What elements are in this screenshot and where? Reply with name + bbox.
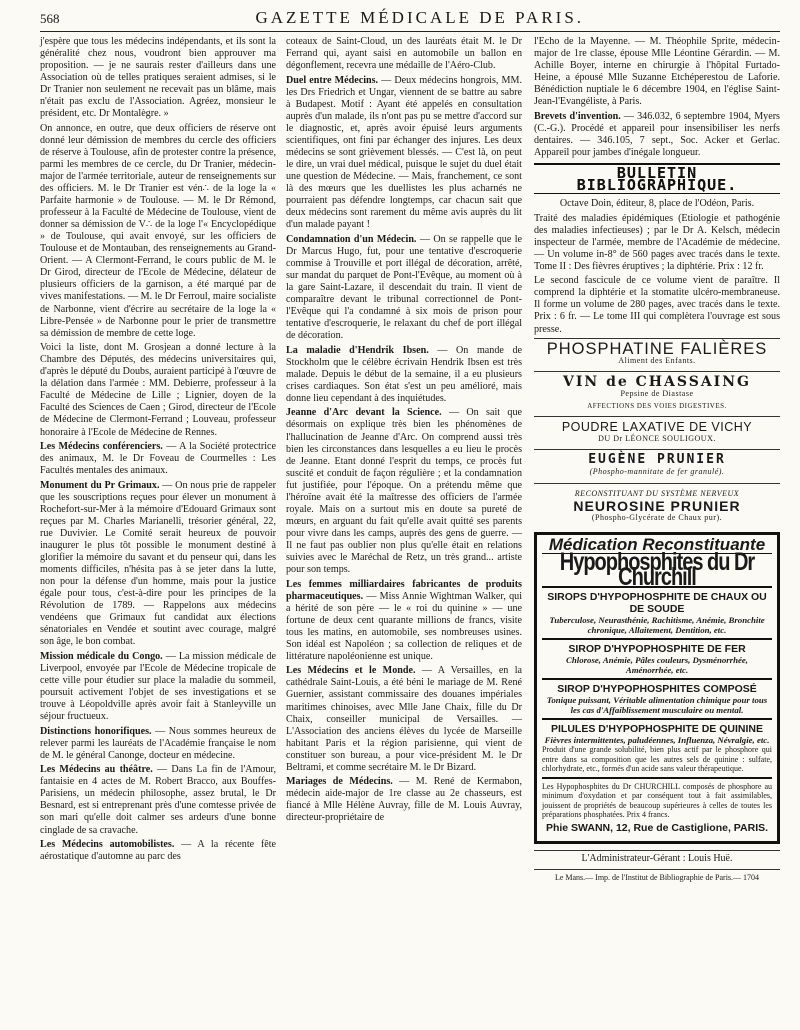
ad-vin-chassaing bbox=[534, 371, 780, 416]
ad-title: VIN de CHASSAING bbox=[563, 374, 751, 391]
administrator-signature: L'Administrateur-Gérant : Louis Huë. bbox=[534, 850, 780, 865]
pharmacy-address: Phie SWANN, 12, Rue de Castiglione, PARIS. bbox=[545, 821, 769, 834]
section-heading: PILULES D'HYPOPHOSPHITE DE QUININE bbox=[551, 722, 763, 735]
ad-churchill-name: Hypophosphites du Dr Churchill bbox=[559, 548, 755, 591]
ad-phosphatine bbox=[534, 338, 780, 371]
ad-subtitle: (Phospho-Glycérate de Chaux pur). bbox=[591, 512, 723, 522]
ad-subtitle: AFFECTIONS DES VOIES DIGESTIVES. bbox=[587, 402, 727, 411]
paragraph: Voici la liste, dont M. Grosjean a donné lecture à la Chambre des Députés, des médecins universitaires qui, d'après le député du Doubs, auraient participé à l'œuvre de la délation dans l'armée : MM. Debierre, professeur à la Faculté de Médecine de Lille ; Lignier, doyen de la Faculté des Sciences de Caen ; Girod, directeur de l'Ecole de Médecine de Clermont-Ferrand ; Louveau, professeur honoraire à l'Ecole de Médecine de Rennes. bbox=[40, 342, 276, 438]
paragraph: Jeanne d'Arc devant la Science. — On sait que désormais on explique très bien les phénomènes de l'hallucination de Jeanne d'Arc. On comprend aussi très bien les circonstances dans lesquelles a eu lieu le procès de Jeanne. Etant donné l'esprit du temps, ce procès fut suscité et conduit de façon régulière ; et la condamnation fut justifiée, pour l'époque. On a prétendu même que l'héroïne avait été la maîtresse des officiers de l'armée royale. Mais on a surtout mis en doute sa pureté de mœurs, en arguant du fait qu'elle avait quitté ses parents pour vivre dans les camps, auprès des gens de guerre. — Il ne faut pas oublier non plus qu'elle était en relations suivies avec le Maréchal de Retz, un très grand... artiste pour son temps. bbox=[286, 407, 522, 576]
ad-churchill-section bbox=[542, 718, 772, 777]
journal-title: GAZETTE MÉDICALE DE PARIS. bbox=[255, 8, 585, 27]
ad-title: POUDRE LAXATIVE DE VICHY bbox=[561, 420, 753, 435]
ad-title: NEUROSINE PRUNIER bbox=[573, 497, 741, 514]
paragraph: Monument du Pr Grimaux. — On nous prie de rappeler que les souscriptions reçues pour élever un monument à Rochefort-sur-Mer à la mémoire d'Edouard Grimaux sont reçues par M. Charles Marianelli, trésorier général, 22, rue Duvivier. Le Comité serait heureux de pouvoir inaugurer le plus tôt possible le monument destiné à glorifier la mémoire du savant et du penseur qui, dans les moments difficiles, n'hésita pas à se jeter dans la lutte, non pour la défense d'un homme, mais pour la justice égale pour tous, c'est-à-dire pour les principes de la Révolution de 1789. — Rappelons aux médecins vendéens que Grimaux fut candidat aux élections sénatoriales en Vendée et soutint avec courage, malgré son âge, le bon combat. bbox=[40, 479, 277, 648]
ad-subtitle: RECONSTITUANT DU SYSTÈME NERVEUX bbox=[574, 488, 740, 498]
paragraph: j'espère que tous les médecins indépendants, et ils sont la généralité chez nous, voudront bien approuver ma proposition. — je ne saurais rester d'ailleurs dans une Association où de telles pratiques seraient admises, si le Dr Tranier non seulement ne recevait pas un blâme, mais n'était pas exclu de l'Association. Agréez, monsieur le président, etc. Dr Montalègre. » bbox=[40, 36, 276, 120]
bulletin-description: Le second fascicule de ce volume vient de paraître. Il comprend la diphtérie et la stomatite ulcéro-membraneuse. Il forme un volume de 280 pages, avec tracés dans le texte. Prix : 6 fr. — Le tome III qui complètera l'ouvrage est sous presse. bbox=[534, 275, 780, 335]
ad-neurosine bbox=[534, 483, 780, 528]
ad-churchill-section bbox=[542, 586, 772, 638]
ad-churchill-section bbox=[542, 638, 772, 678]
paragraph: Condamnation d'un Médecin. — On se rappelle que le Dr Marcus Hugo, fut, pour une tentative d'escroquerie commise à Trouville et port illégal de décoration, arrêté, sur mandat du parquet de Pont-l'Evêque, au moment où à la gare Saint-Lazare, il descendait du train. Il vient de comparaître devant le tribunal correctionnel de Pont-l'Evêque qui l'a condamné à six mois de prison pour tentative d'escroquerie, le relaxant du chef de port illégal de décoration. bbox=[286, 233, 522, 342]
ad-subtitle: (Phospho-mannitate de fer granulé). bbox=[589, 467, 725, 477]
printer-line: Le Mans.— Imp. de l'Institut de Bibliographie de Paris.— 1704 bbox=[534, 869, 780, 884]
section-body: Produit d'une grande solubilité, bien plus actif par le phosphore qui entre dans sa composition que les autres sels de quinine : sulfate, chlorhydrate, etc., formés d'un acide sans valeur thérapeutique. bbox=[542, 745, 772, 774]
ad-churchill-top: Médication Reconstituante bbox=[542, 539, 772, 554]
paragraph: Les Médecins conférenciers. — A la Société protectrice des animaux, M. le Dr Foveau de Courmelles : Les Facultés mentales des animaux. bbox=[40, 441, 277, 477]
paragraph: Les femmes milliardaires fabricantes de produits pharmaceutiques. — Miss Annie Wightman Walker, qui a hérité de son père — le « roi du quinine » — une fortune de deux cent quarante millions de francs, visite tous les matins, en automobile, ses nombreuses usines. Son idéal est Napoléon ; sa collection de reliques et de littérature napoléonienne est unique. bbox=[286, 578, 522, 662]
paragraph: La maladie d'Hendrik Ibsen. — On mande de Stockholm que le célèbre écrivain Hendrik Ibsen est très malade. Depuis le début de la semaine, il a eu plusieurs crises cardiaques. Son état s'est un peu amélioré, mais donne lieu cependant à des inquiétudes. bbox=[286, 344, 522, 404]
ad-poudre-laxative bbox=[534, 416, 780, 449]
paragraph: On annonce, en outre, que deux officiers de réserve ont donné leur démission de membres du cercle des officiers de réserve à Toulouse, afin de protester contre la présence, parmi les membres de ce cercle, du Dr Tranier, médecin-major de l'armée territoriale, auteur de renseignements sur des officiers. M. le Dr Tranier est vén∴ de la loge la « Parfaite harmonie » de Toulouse. — M. le Dr Rémond, professeur à la Faculté de Médecine de Toulouse, vient de donner sa démission de V∴ de la loge l'« Encyclopédique » de Toulouse, qui avait envoyé, sur les officiers de Toulouse et de Montauban, des renseignements au Grand-Orient. — A Clermont-Ferrand, le cours public de M. le Dr Girod, directeur de l'Ecole de Médecine, délateur de plusieurs officiers de la garnison, a été marqué par de vives manifestations. — M. le Dr Ferroul, maire socialiste de Narbonne, vient d'écrire au secrétaire de la loge la « Libre-Pensée » de Narbonne pour le prier de transmettre sa démission de membre de cette loge. bbox=[40, 122, 276, 339]
ad-title: EUGÈNE PRUNIER bbox=[588, 452, 726, 468]
paragraph: Les Médecins et le Monde. — A Versailles, en la cathédrale Saint-Louis, a été béni le mariage de M. René Guernier, assistant commissaire des douanes impériales maritimes chinoises, avec Mlle Jane Chaix, fille du Dr Chaix, conseiller municipal de Versailles. — L'Association des anciens élèves du lycée de Marseille habitant Paris et la région parisienne, qui vient de constituer son bureau, a pour vice-président M. le Dr Beltrami, et comme secrétaire M. le Dr Bizard. bbox=[286, 665, 522, 773]
paragraph: Duel entre Médecins. — Deux médecins hongrois, MM. les Drs Friedrich et Ungar, viennent de se battre au sabre à Budapest. Motif : Ayant été appelés en consultation auprès d'un malade, ils n'ont pas pu se mettre d'accord sur le diagnostic, et, après avoir épuisé leurs arguments scientifiques, ont fini par échanger des injures. Les deux médecins se sont grièvement blessés. — C'est là, on peut le dire, un vrai duel médical, puisque le sujet du duel était une question de Médecine. — Mais, franchement, ce sont là des mœurs que les duellistes les plus acharnés ne pourraient pas défendre longtemps, car chacun sait que deux médecins sont rarement du même avis auprès du lit d'un malade payant ! bbox=[286, 74, 522, 231]
ad-eugene-prunier bbox=[534, 449, 780, 482]
paragraph: Mariages de Médecins. — M. René de Kermabon, médecin aide-major de 1re classe au 2e chasseurs, est fiancé à Mlle Hélène Auvray, fille de M. Louis Auvray, directeur-propriétaire de bbox=[286, 776, 522, 824]
ad-subtitle: DU Dr LÉONCE SOULIGOUX. bbox=[598, 434, 716, 444]
column-3 bbox=[534, 36, 780, 884]
paragraph: coteaux de Saint-Cloud, un des lauréats était M. le Dr Ferrand qui, ayant saisi en automobile un ballon en dégonflement, recevra une médaille de l'Aéro-Club. bbox=[286, 36, 522, 72]
ad-churchill-section bbox=[542, 678, 772, 718]
paragraph: Brevets d'invention. — 346.032, 6 septembre 1904, Myers (C.-G.). Procédé et appareil pour insensibiliser les nerfs dentaires. — 346.105, 7 sept., Soc. Acker et Gerlac. Appareil pour jambes d'inégale longueur. bbox=[534, 110, 780, 158]
ad-churchill-footer bbox=[542, 777, 772, 837]
ad-churchill bbox=[534, 532, 780, 844]
paragraph: Les Médecins automobilistes. — A la récente fête aérostatique d'automne au parc des bbox=[40, 839, 276, 863]
bulletin-title: BULLETIN BIBLIOGRAPHIQUE. bbox=[534, 163, 780, 194]
bulletin-book: Traité des maladies épidémiques (Etiologie et pathogénie des maladies infectieuses) ; par le Dr A. Kelsch, médecin inspecteur de l'armée, membre de l'Académie de médecine. — Un volume in-8° de 560 pages avec tracés dans le texte. Tome II : Des fièvres éruptives ; la diphtérie. Prix : 12 fr. bbox=[534, 212, 780, 272]
section-heading: SIROP D'HYPOPHOSPHITE DE FER bbox=[568, 642, 746, 655]
section-heading: SIROPS D'HYPOPHOSPHITE DE CHAUX OU DE SOUDE bbox=[547, 590, 767, 615]
section-heading: SIROP D'HYPOPHOSPHITES COMPOSÉ bbox=[557, 682, 757, 695]
section-text: Chlorose, Anémie, Pâles couleurs, Dysménorrhée, Aménorrhée, etc. bbox=[566, 654, 748, 675]
section-body: Les Hypophosphites du Dr CHURCHILL composés de phosphore au minimum d'oxydation et par conséquent tout à fait assimilables, jouissent de propriétés de beaucoup supérieures à celles de toutes les préparations phosphatées. Prix 4 francs. bbox=[542, 781, 772, 820]
paragraph: Les Médecins au théâtre. — Dans La fin de l'Amour, fantaisie en 4 actes de M. Robert Bracco, aux Bouffes-Parisiens, un médecin philosophe, assez brutal, le Dr Besnard, est si entreprenant près d'une comtesse privée de son mari qu'elle doit calmer ses ardeurs d'une bonne cinglade de sa cravache. bbox=[40, 764, 277, 836]
bulletin-publisher: Octave Doin, éditeur, 8, place de l'Odéon, Paris. bbox=[559, 198, 755, 210]
ad-title: PHOSPHATINE FALIÈRES bbox=[546, 340, 768, 359]
column-2 bbox=[286, 36, 522, 827]
page-header bbox=[40, 8, 780, 32]
ad-subtitle: Pepsine de Diastase bbox=[620, 389, 694, 399]
section-text: Fièvres intermittentes, paludéennes, Influenza, Névralgie, etc. bbox=[544, 735, 770, 746]
section-text: Tuberculose, Neurasthénie, Rachitisme, Anémie, Bronchite chronique, Allaitement, Dentition, etc. bbox=[549, 614, 765, 635]
section-text: Tonique puissant, Véritable alimentation chimique pour tous les cas d'Affaiblissement musculaire ou mental. bbox=[546, 694, 768, 715]
ad-subtitle: Aliment des Enfants. bbox=[618, 356, 696, 366]
paragraph: Distinctions honorifiques. — Nous sommes heureux de relever parmi les lauréats de l'Académie française le nom de M. le général Canonge, docteur en médecine. bbox=[40, 725, 276, 761]
page-number: 568 bbox=[40, 11, 60, 26]
paragraph: Mission médicale du Congo. — La mission médicale de Liverpool, envoyée par l'Ecole de Médecine tropicale de cette ville pour étudier sur place la maladie du sommeil, poursuit activement l'objet de ses investigations et se trouve à Léopoldville après avoir fait à Stanleyville un séjour fructueux. bbox=[40, 650, 276, 723]
column-1 bbox=[40, 36, 276, 866]
paragraph: l'Echo de la Mayenne. — M. Théophile Sprite, médecin-major de 1re classe, épouse Mlle Léontine Gérardin. — M. Achille Boyer, interne en chirurgie à l'hôpital Furtado-Heine, a épousé Mlle Suzanne Etchéperestou de Laforie. Bénédiction nuptiale le 6 décembre 1904, en l'église Saint-Jean-l'Evangéliste, à Paris. bbox=[534, 36, 780, 108]
